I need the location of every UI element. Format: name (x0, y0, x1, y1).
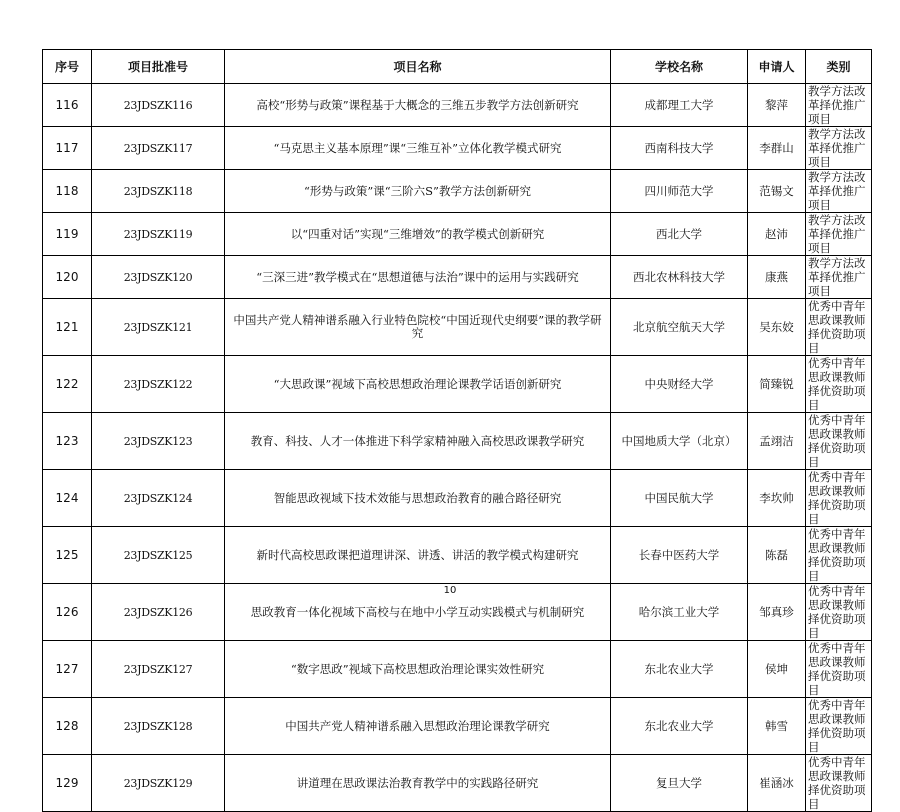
project-table (42, 49, 872, 812)
project-name: 教育、科技、人才一体推进下科学家精神融入高校思政课教学研究 (225, 413, 611, 470)
approval-id: 23JDSZK116 (92, 84, 225, 127)
table-row (43, 698, 872, 755)
school-name: 中国地质大学（北京） (611, 413, 748, 470)
category: 教学方法改革择优推广项目 (806, 213, 872, 256)
applicant-name: 简臻锐 (748, 356, 806, 413)
applicant-name: 陈磊 (748, 527, 806, 584)
applicant-name: 范锡文 (748, 170, 806, 213)
row-number: 129 (43, 755, 92, 812)
approval-id: 23JDSZK123 (92, 413, 225, 470)
project-name: 智能思政视域下技术效能与思想政治教育的融合路径研究 (225, 470, 611, 527)
row-number: 120 (43, 256, 92, 299)
header-applicant: 申请人 (748, 50, 806, 84)
school-name: 长春中医药大学 (611, 527, 748, 584)
table-header (43, 50, 872, 84)
table-row (43, 641, 872, 698)
row-number: 116 (43, 84, 92, 127)
row-number: 128 (43, 698, 92, 755)
project-name: “大思政课”视域下高校思想政治理论课教学话语创新研究 (225, 356, 611, 413)
applicant-name: 崔涵冰 (748, 755, 806, 812)
approval-id: 23JDSZK122 (92, 356, 225, 413)
category: 优秀中青年思政课教师择优资助项目 (806, 641, 872, 698)
project-name: 思政教育一体化视域下高校与在地中小学互动实践模式与机制研究 (225, 584, 611, 641)
row-number: 124 (43, 470, 92, 527)
approval-id: 23JDSZK121 (92, 299, 225, 356)
category: 教学方法改革择优推广项目 (806, 170, 872, 213)
applicant-name: 侯坤 (748, 641, 806, 698)
category: 教学方法改革择优推广项目 (806, 84, 872, 127)
project-name: 讲道理在思政课法治教育教学中的实践路径研究 (225, 755, 611, 812)
row-number: 122 (43, 356, 92, 413)
category: 优秀中青年思政课教师择优资助项目 (806, 527, 872, 584)
project-name: 中国共产党人精神谱系融入行业特色院校“中国近现代史纲要”课的教学研究 (225, 299, 611, 356)
category: 教学方法改革择优推广项目 (806, 127, 872, 170)
category: 优秀中青年思政课教师择优资助项目 (806, 698, 872, 755)
project-name: “数字思政”视域下高校思想政治理论课实效性研究 (225, 641, 611, 698)
header-school: 学校名称 (611, 50, 748, 84)
school-name: 复旦大学 (611, 755, 748, 812)
row-number: 125 (43, 527, 92, 584)
table-row (43, 527, 872, 584)
project-name: 新时代高校思政课把道理讲深、讲透、讲活的教学模式构建研究 (225, 527, 611, 584)
table-row (43, 84, 872, 127)
category: 教学方法改革择优推广项目 (806, 256, 872, 299)
applicant-name: 邹真珍 (748, 584, 806, 641)
header-category: 类别 (806, 50, 872, 84)
applicant-name: 李坎帅 (748, 470, 806, 527)
approval-id: 23JDSZK126 (92, 584, 225, 641)
project-name: 以“四重对话”实现“三维增效”的教学模式创新研究 (225, 213, 611, 256)
approval-id: 23JDSZK128 (92, 698, 225, 755)
category: 优秀中青年思政课教师择优资助项目 (806, 584, 872, 641)
project-name: 高校“形势与政策”课程基于大概念的三维五步教学方法创新研究 (225, 84, 611, 127)
school-name: 西南科技大学 (611, 127, 748, 170)
row-number: 121 (43, 299, 92, 356)
school-name: 东北农业大学 (611, 698, 748, 755)
category: 优秀中青年思政课教师择优资助项目 (806, 470, 872, 527)
approval-id: 23JDSZK118 (92, 170, 225, 213)
row-number: 123 (43, 413, 92, 470)
table-row (43, 127, 872, 170)
table-row (43, 356, 872, 413)
row-number: 126 (43, 584, 92, 641)
table-row (43, 170, 872, 213)
table-row (43, 299, 872, 356)
school-name: 东北农业大学 (611, 641, 748, 698)
header-no: 序号 (43, 50, 92, 84)
applicant-name: 吴东姣 (748, 299, 806, 356)
approval-id: 23JDSZK117 (92, 127, 225, 170)
category: 优秀中青年思政课教师择优资助项目 (806, 356, 872, 413)
approval-id: 23JDSZK127 (92, 641, 225, 698)
school-name: 中国民航大学 (611, 470, 748, 527)
row-number: 118 (43, 170, 92, 213)
school-name: 西北农林科技大学 (611, 256, 748, 299)
table-row (43, 413, 872, 470)
header-row (43, 50, 872, 84)
applicant-name: 韩雪 (748, 698, 806, 755)
project-name: “形势与政策”课“三阶六S”教学方法创新研究 (225, 170, 611, 213)
approval-id: 23JDSZK125 (92, 527, 225, 584)
applicant-name: 康燕 (748, 256, 806, 299)
category: 优秀中青年思政课教师择优资助项目 (806, 755, 872, 812)
applicant-name: 孟翊洁 (748, 413, 806, 470)
school-name: 北京航空航天大学 (611, 299, 748, 356)
table-row (43, 470, 872, 527)
approval-id: 23JDSZK124 (92, 470, 225, 527)
category: 优秀中青年思政课教师择优资助项目 (806, 299, 872, 356)
applicant-name: 赵沛 (748, 213, 806, 256)
applicant-name: 黎萍 (748, 84, 806, 127)
applicant-name: 李群山 (748, 127, 806, 170)
project-name: “三深三进”教学模式在“思想道德与法治”课中的运用与实践研究 (225, 256, 611, 299)
approval-id: 23JDSZK129 (92, 755, 225, 812)
school-name: 西北大学 (611, 213, 748, 256)
school-name: 成都理工大学 (611, 84, 748, 127)
approval-id: 23JDSZK120 (92, 256, 225, 299)
table-row (43, 256, 872, 299)
table-row (43, 213, 872, 256)
school-name: 哈尔滨工业大学 (611, 584, 748, 641)
row-number: 117 (43, 127, 92, 170)
table-body (43, 84, 872, 812)
category: 优秀中青年思政课教师择优资助项目 (806, 413, 872, 470)
project-name: “马克思主义基本原理”课“三维互补”立体化教学模式研究 (225, 127, 611, 170)
header-project-name: 项目名称 (225, 50, 611, 84)
school-name: 中央财经大学 (611, 356, 748, 413)
page-number: 10 (443, 585, 457, 596)
approval-id: 23JDSZK119 (92, 213, 225, 256)
table-row (43, 755, 872, 812)
project-name: 中国共产党人精神谱系融入思想政治理论课教学研究 (225, 698, 611, 755)
school-name: 四川师范大学 (611, 170, 748, 213)
row-number: 127 (43, 641, 92, 698)
row-number: 119 (43, 213, 92, 256)
header-approval-id: 项目批准号 (92, 50, 225, 84)
